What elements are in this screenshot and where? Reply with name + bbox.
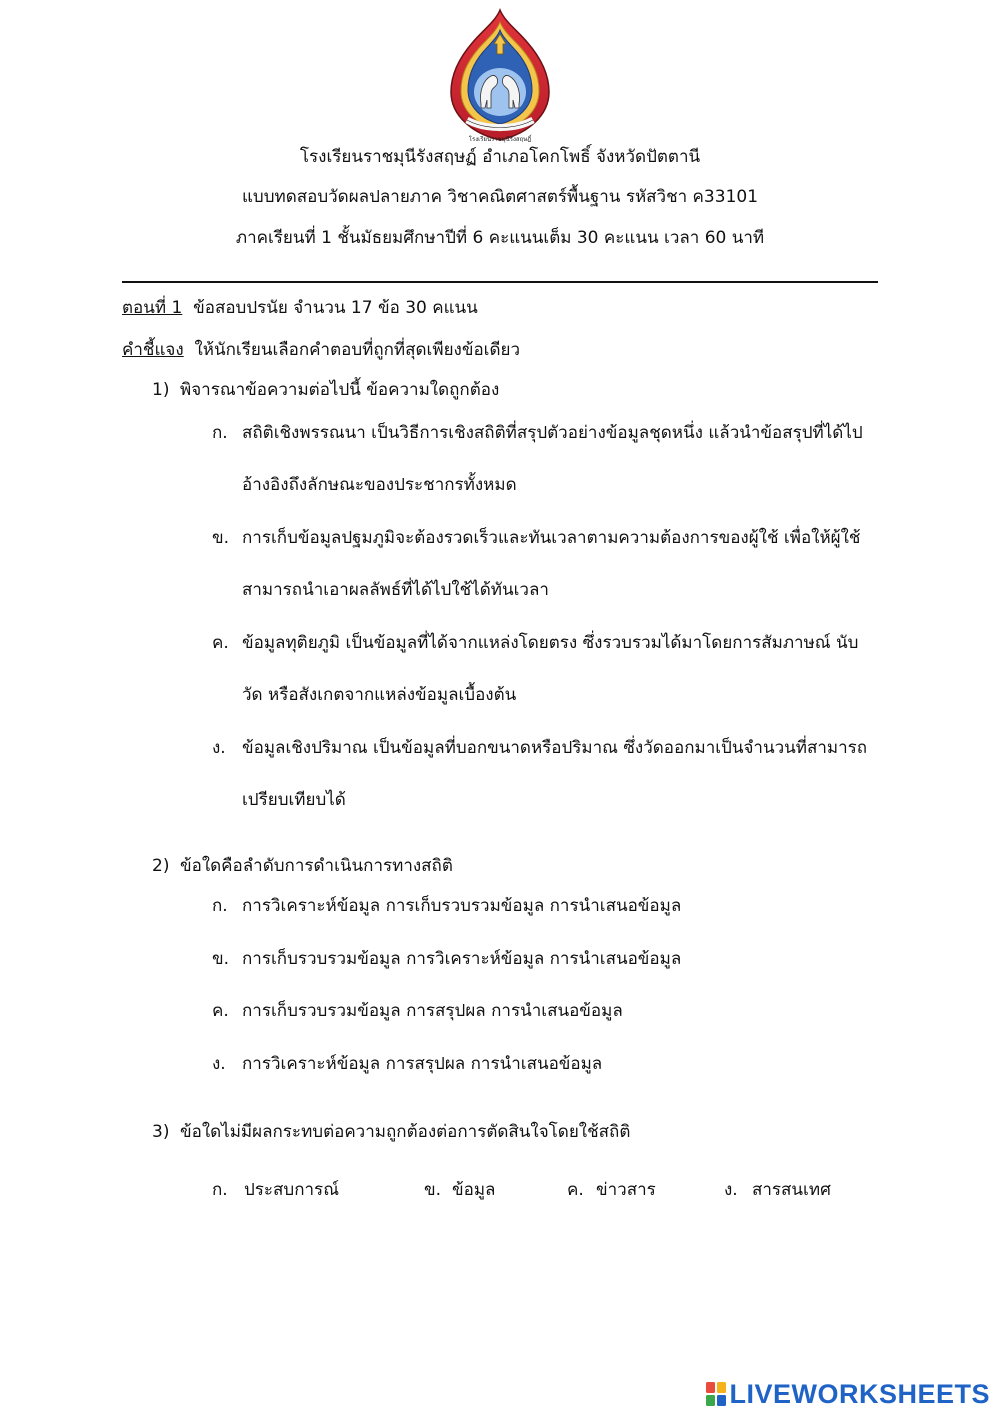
term-info-line: ภาคเรียนที่ 1 ชั้นมัธยมศึกษาปีที่ 6 คะแนนเต็ม 30 คะแนน เวลา 60 นาที: [235, 228, 765, 248]
exam-title-line: แบบทดสอบวัดผลปลายภาค วิชาคณิตศาสตร์พื้นฐาน รหัสวิชา ค33101: [241, 187, 759, 207]
option-letter: ค.: [567, 1180, 584, 1200]
option-text-cont: สามารถนำเอาผลลัพธ์ที่ได้ไปใช้ได้ทันเวลา: [242, 580, 549, 600]
option-letter: ค.: [212, 1001, 229, 1021]
option-text: ข้อมูลทุติยภูมิ เป็นข้อมูลที่ได้จากแหล่งโดยตรง ซึ่งรวบรวมได้มาโดยการสัมภาษณ์ นับ: [242, 633, 859, 653]
question-number: 2): [152, 856, 170, 876]
option-letter: ก.: [212, 423, 228, 443]
option-letter: ก.: [212, 896, 228, 916]
option-letter: ง.: [212, 1054, 226, 1074]
question-2: [152, 855, 453, 877]
option-letter: ข.: [212, 528, 230, 548]
school-name-line: โรงเรียนราชมุนีรังสฤษฏ์ อำเภอโคกโพธิ์ จังหวัดปัตตานี: [299, 147, 701, 167]
instruction-label: คำชี้แจง: [122, 340, 184, 360]
brand-name: LIVEWORKSHEETS: [729, 1378, 990, 1409]
option-text: สถิติเชิงพรรณนา เป็นวิธีการเชิงสถิติที่สรุปตัวอย่างข้อมูลชุดหนึ่ง แล้วนำข้อสรุปที่ได้ไป: [242, 423, 863, 443]
question-number: 3): [152, 1122, 170, 1142]
option-text: ข้อมูลเชิงปริมาณ เป็นข้อมูลที่บอกขนาดหรือปริมาณ ซึ่งวัดออกมาเป็นจำนวนที่สามารถ: [242, 738, 868, 758]
option-text-cont: เปรียบเทียบได้: [242, 790, 346, 810]
option-letter: ง.: [212, 738, 226, 758]
question-1: [152, 379, 499, 401]
liveworksheets-mark-icon: [705, 1380, 727, 1408]
option-text-cont: อ้างอิงถึงลักษณะของประชากรทั้งหมด: [242, 475, 517, 495]
option-text: ข่าวสาร: [596, 1180, 656, 1200]
question-number: 1): [152, 380, 170, 400]
instruction: [122, 339, 520, 361]
option-text: ข้อมูล: [452, 1180, 496, 1200]
section-text: ข้อสอบปรนัย จำนวน 17 ข้อ 30 คแนน: [193, 298, 478, 318]
option-letter: ข.: [212, 949, 230, 969]
question-3: [152, 1121, 630, 1143]
header-divider: [122, 281, 878, 283]
school-emblem-logo: [445, 8, 555, 144]
option-text-cont: วัด หรือสังเกตจากแหล่งข้อมูลเบื้องต้น: [242, 685, 517, 705]
option-letter: ค.: [212, 633, 229, 653]
logo-caption: โรงเรียนราชมุนีรังสฤษฎิ์: [468, 136, 532, 143]
option-text: การเก็บรวบรวมข้อมูล การวิเคราะห์ข้อมูล การนำเสนอข้อมูล: [242, 949, 682, 969]
question-text: ข้อใดไม่มีผลกระทบต่อความถูกต้องต่อการตัดสินใจโดยใช้สถิติ: [180, 1122, 631, 1142]
option-text: การเก็บข้อมูลปฐมภูมิจะต้องรวดเร็วและทันเวลาตามความต้องการของผู้ใช้ เพื่อให้ผู้ใช้: [242, 528, 861, 548]
option-letter: ง.: [724, 1180, 738, 1200]
liveworksheets-logo[interactable]: [705, 1378, 990, 1410]
option-letter: ข.: [424, 1180, 442, 1200]
option-letter: ก.: [212, 1180, 228, 1200]
option-text: การวิเคราะห์ข้อมูล การสรุปผล การนำเสนอข้อมูล: [242, 1054, 603, 1074]
question-text: ข้อใดคือลำดับการดำเนินการทางสถิติ: [180, 856, 453, 876]
question-text: พิจารณาข้อความต่อไปนี้ ข้อความใดถูกต้อง: [180, 380, 500, 400]
option-text: การวิเคราะห์ข้อมูล การเก็บรวบรวมข้อมูล การนำเสนอข้อมูล: [242, 896, 682, 916]
option-text: ประสบการณ์: [244, 1180, 339, 1200]
instruction-text: ให้นักเรียนเลือกคำตอบที่ถูกที่สุดเพียงข้อเดียว: [194, 340, 521, 360]
section-heading: [122, 297, 478, 319]
option-text: การเก็บรวบรวมข้อมูล การสรุปผล การนำเสนอข้อมูล: [242, 1001, 623, 1021]
section-label: ตอนที่ 1: [122, 298, 183, 318]
option-text: สารสนเทศ: [752, 1180, 831, 1200]
